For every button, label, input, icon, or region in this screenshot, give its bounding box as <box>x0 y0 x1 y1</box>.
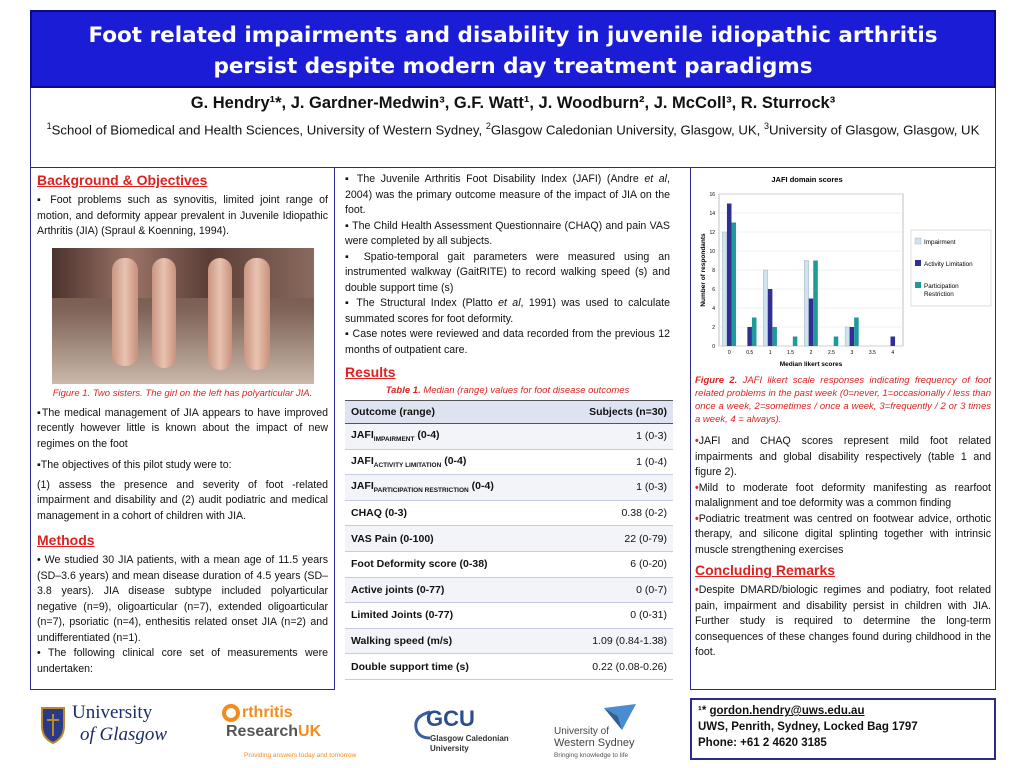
chart-title: JAFI domain scores <box>771 175 843 184</box>
bar <box>850 327 855 346</box>
figure-2-caption <box>695 374 991 426</box>
conclusions-heading: Concluding Remarks <box>695 562 836 578</box>
table-cell-value: 0 (0-7) <box>553 577 674 603</box>
photo-leg <box>112 258 138 366</box>
bar <box>747 327 752 346</box>
y-tick-label: 14 <box>709 211 715 217</box>
outcome-name: JAFI <box>351 454 374 467</box>
methods-bullet-casenotes: ▪ Case notes were reviewed and data recorded from the previous 12 months of outpatient care. <box>345 328 671 356</box>
outcome-range: (0-4) <box>414 429 440 442</box>
methods-bullet-jafi: ▪ The Juvenile Arthritis Foot Disability Index (JAFI) (Andre et al, 2004) was the primary outcome measure of the impact of JIA on the foot. <box>345 173 670 216</box>
table-header-outcome: Outcome (range) <box>345 401 553 424</box>
background-bullet-2: ▪The medical management of JIA appears to have improved recently however little is known about the impact of new regimes on the foot <box>37 406 328 450</box>
table-cell-outcome <box>345 577 553 603</box>
ar-logo-tagline: Providing answers today and tomorrow <box>244 752 357 759</box>
x-tick-label: 0.5 <box>746 350 754 356</box>
legend-swatch <box>915 260 921 266</box>
table-row <box>345 577 673 603</box>
table-row <box>345 449 673 475</box>
bar <box>752 318 757 347</box>
bar <box>891 337 896 347</box>
x-tick-label: 3 <box>850 350 854 356</box>
outcome-name: VAS Pain (0-100) <box>351 532 434 545</box>
table-row <box>345 500 673 526</box>
background-bullet-1: ▪ Foot problems such as synovitis, limited joint range of motion, and deformity appear prevalent in Juvenile Idiopathic Arthritis (JIA) (Spraul & Koenning, 1994). <box>37 194 329 237</box>
methods-bullet-gait-text: Spatio-temporal gait parameters were measured using an instrumented walkway (GaitRITE) to record walking speed (s) and double support time (s) <box>345 250 670 294</box>
bar <box>804 261 809 347</box>
outcome-name: JAFI <box>351 480 374 493</box>
table-header-row <box>345 401 673 424</box>
outcome-name: Double support time (s) <box>351 660 469 673</box>
table-row <box>345 526 673 552</box>
methods-bullet-gait: ▪ Spatio-temporal gait parameters were measured using an instrumented walkway (GaitRITE) to record walking speed (s) and double support time (s) <box>345 250 670 294</box>
gcu-logo-text-2: University <box>430 744 469 753</box>
table-cell-value: 0.22 (0.08-0.26) <box>553 654 674 680</box>
table-row <box>345 424 673 450</box>
methods-heading: Methods <box>37 532 95 548</box>
bar <box>727 204 732 347</box>
finding-2 <box>695 481 991 512</box>
table-row <box>345 654 673 680</box>
table-cell-value: 0.38 (0-2) <box>553 500 674 526</box>
x-tick-label: 1 <box>768 350 772 356</box>
outcome-subscript: ACTIVITY LIMITATION <box>373 461 442 469</box>
legend-swatch <box>915 282 921 288</box>
outcome-name: JAFI <box>351 429 374 442</box>
y-tick-label: 12 <box>709 230 715 236</box>
methods-bullet-structural-text-2: , 1991) was used to calculate summated scores for foot deformity. <box>345 297 670 325</box>
author-list: G. Hendry¹*, J. Gardner-Medwin³, G.F. Watt¹, J. Woodburn², J. McColl³, R. Sturrock³ <box>190 94 836 112</box>
table-1-label: Table 1. <box>385 385 421 396</box>
x-tick-label: 0 <box>727 350 731 356</box>
table-cell-value: 6 (0-20) <box>553 551 674 577</box>
table-cell-outcome <box>345 551 553 577</box>
ar-logo-text-2 <box>226 723 321 741</box>
bar <box>809 299 814 347</box>
bar <box>834 337 839 347</box>
background-bullet-3-text: The objectives of this pilot study were to: <box>40 459 232 471</box>
y-tick-label: 4 <box>712 306 715 312</box>
contact-email-line <box>698 703 988 719</box>
x-tick-label: 2.5 <box>827 350 835 356</box>
table-row <box>345 628 673 654</box>
outcome-name: Walking speed (m/s) <box>351 635 453 648</box>
methods-bullet-chaq-text: The Child Health Assessment Questionnaire (CHAQ) and pain VAS were completed by all subjects. <box>345 219 670 247</box>
finding-3-bullet: • <box>695 512 699 525</box>
outcome-name: Limited Joints (0-77) <box>351 609 454 622</box>
figure-2-caption-text: JAFI likert scale responses indicating frequency of foot related problems in the past week (0=never, 1=occasionally / less than once a week, 2=sometimes / once a week, 3=frequently / 2 or 3 times a week, 4 = always). <box>695 375 991 425</box>
table-row <box>345 475 673 501</box>
results-heading: Results <box>345 364 396 380</box>
glasgow-logo-text-1: University <box>72 702 153 723</box>
background-bullet-1-text: Foot problems such as synovitis, limited joint range of motion, and deformity appear prevalent in Juvenile Idiopathic Arthritis (JIA) (Spraul & Koenning, 1994). <box>37 194 329 237</box>
arthritis-research-a-icon <box>222 704 240 722</box>
figure-1-caption: Figure 1. Two sisters. The girl on the left has polyarticular JIA. <box>52 387 313 399</box>
outcome-subscript: PARTICIPATION RESTRICTION <box>373 487 469 495</box>
affiliation-3-marker: 3 <box>764 121 770 131</box>
contact-box <box>690 698 996 760</box>
methods-bullet-jafi-etal: et al <box>644 173 668 185</box>
finding-1-text: JAFI and CHAQ scores represent mild foot related impairments and global disability respectively (table 1 and figure 2). <box>695 435 991 478</box>
ar-logo-uk: UK <box>298 723 322 740</box>
finding-3 <box>695 512 991 559</box>
bar <box>813 261 818 347</box>
affiliation-1-marker: 1 <box>46 121 52 131</box>
contact-marker: ¹* <box>698 705 710 717</box>
y-tick-label: 8 <box>712 268 715 274</box>
methods-bullet-casenotes-text: Case notes were reviewed and data recorded from the previous 12 months of outpatient care. <box>345 328 671 356</box>
bar <box>731 223 736 347</box>
methods-bullet-jafi-text-2: , 2004) was the primary outcome measure of the impact of JIA on the foot. <box>345 173 670 216</box>
photo-leg <box>208 258 232 370</box>
conclusions-text-body: Despite DMARD/biologic regimes and podiatry, foot related pain, impairment and disability persist in children with JIA. Further study is required to determine the long-term consequences of these changes found during childhood in the foot. <box>695 584 991 658</box>
poster-title <box>30 10 996 88</box>
table-cell-outcome <box>345 500 553 526</box>
bar <box>763 270 768 346</box>
legend-label: Impairment <box>924 239 956 246</box>
outcome-name: Active joints (0-77) <box>351 583 445 596</box>
outcome-range: (0-4) <box>468 480 494 493</box>
bar <box>768 289 773 346</box>
title-line-1: Foot related impairments and disability in juvenile idiopathic arthritis <box>88 23 938 48</box>
objectives-text: (1) assess the presence and severity of foot -related impairment and disability and (2) audit podiatric and medical management in a cohort of children with JIA. <box>37 478 328 522</box>
authors-block <box>30 88 996 168</box>
methods-bullet-chaq: ▪ The Child Health Assessment Questionnaire (CHAQ) and pain VAS were completed by all subjects. <box>345 219 670 247</box>
photo-leg <box>244 258 270 370</box>
finding-1-bullet: • <box>695 435 699 447</box>
y-axis-label: Number of respondants <box>700 233 707 307</box>
outcome-range: (0-4) <box>441 454 467 467</box>
methods-bullet-structural-etal: et al <box>498 297 521 309</box>
table-cell-value: 1 (0-3) <box>553 475 674 501</box>
photo-background <box>52 248 314 298</box>
column-methods-results <box>341 168 674 690</box>
gcu-logo-text: GCU <box>426 706 475 731</box>
table-row <box>345 603 673 629</box>
table-cell-outcome <box>345 628 553 654</box>
table-cell-outcome <box>345 603 553 629</box>
legend-label: Participation <box>924 283 959 290</box>
figure-2-label: Figure 2. <box>695 375 738 386</box>
outcome-name: Foot Deformity score (0-38) <box>351 558 488 571</box>
x-tick-label: 2 <box>809 350 813 356</box>
bar <box>793 337 798 347</box>
affiliation-3: University of Glasgow, Glasgow, UK <box>769 122 980 138</box>
uws-logo-text-1: University of <box>554 726 610 737</box>
contact-email[interactable]: gordon.hendry@uws.edu.au <box>709 705 865 717</box>
jafi-bar-chart <box>695 168 993 372</box>
gcu-logo-text-1: Glasgow Caledonian <box>430 734 509 743</box>
bar <box>772 327 777 346</box>
ar-logo-text-1: rthritis <box>242 704 293 721</box>
column-figure-conclusions <box>690 168 996 690</box>
glasgow-crest-icon <box>40 706 66 744</box>
figure-2-chart <box>695 168 993 372</box>
x-tick-label: 3.5 <box>868 350 876 356</box>
photo-leg <box>152 258 176 368</box>
finding-3-text: Podiatric treatment was centred on footwear advice, orthotic therapy, and silicone digital splinting together with intrinsic muscle strengthening exercises <box>695 512 991 556</box>
y-tick-label: 10 <box>709 249 715 255</box>
table-cell-value: 0 (0-31) <box>553 603 674 629</box>
finding-2-text: Mild to moderate foot deformity manifesting as rearfoot malalignment and toe deformity was a common finding <box>695 481 991 509</box>
background-bullet-3: ▪The objectives of this pilot study were to: <box>37 459 232 471</box>
outcome-subscript: IMPAIRMENT <box>373 436 415 444</box>
x-tick-label: 4 <box>891 350 895 356</box>
legend-label: Restriction <box>924 291 954 298</box>
finding-2-bullet: • <box>695 481 699 494</box>
table-1-caption <box>345 385 670 396</box>
y-tick-label: 0 <box>712 344 715 350</box>
table-header-subjects: Subjects (n=30) <box>553 401 674 424</box>
background-heading: Background & Objectives <box>37 172 208 188</box>
table-cell-outcome <box>345 526 553 552</box>
contact-address: UWS, Penrith, Sydney, Locked Bag 1797 <box>698 721 918 733</box>
legend-label: Activity Limitation <box>924 261 973 268</box>
methods-bullet-structural-text: The Structural Index (Platto <box>356 297 499 309</box>
y-tick-label: 2 <box>712 325 715 331</box>
bar <box>854 318 859 347</box>
title-line-2: persist despite modern day treatment paradigms <box>213 54 813 79</box>
affiliations <box>31 117 995 139</box>
methods-paragraph-1: • We studied 30 JIA patients, with a mean age of 11.5 years (SD–3.6 years) and mean disease duration of 4.5 years (SD–3.8 years). JIA disease subtype included polyarticular negative (n=9), oligoarticular (n=7), extended oligoarticular (n=7), psoriatic (n=4), enthesitis related onset JIA (n=2) and undifferentiated (n=1). <box>37 554 328 644</box>
ar-logo-research: Research <box>226 723 299 740</box>
background-bullet-2-text: The medical management of JIA appears to have improved recently however little is known about the impact of new regimes on the foot <box>37 406 328 450</box>
figure-1-photo <box>52 248 314 384</box>
conclusions-bullet: • <box>695 584 699 596</box>
y-tick-label: 6 <box>712 287 715 293</box>
x-axis-label: Median likert scores <box>779 361 843 368</box>
table-cell-value: 22 (0-79) <box>553 526 674 552</box>
legend-swatch <box>915 238 921 244</box>
table-cell-value: 1 (0-3) <box>553 424 674 450</box>
x-tick-label: 1.5 <box>787 350 795 356</box>
finding-1 <box>695 434 991 481</box>
glasgow-logo-text-2: of Glasgow <box>80 724 168 745</box>
table-row <box>345 551 673 577</box>
affiliation-2-marker: 2 <box>485 121 491 131</box>
table-cell-outcome <box>345 475 553 501</box>
methods-bullet-jafi-text: The Juvenile Arthritis Foot Disability Index (JAFI) (Andre <box>356 173 645 185</box>
table-cell-value: 1.09 (0.84-1.38) <box>553 628 674 654</box>
methods-paragraph-2: • The following clinical core set of measurements were undertaken: <box>37 647 328 675</box>
affiliation-2: Glasgow Caledonian University, Glasgow, UK, <box>490 122 764 138</box>
y-tick-label: 16 <box>709 192 715 198</box>
contact-phone: Phone: +61 2 4620 3185 <box>698 737 827 749</box>
uws-logo-text-2: Western Sydney <box>554 737 635 749</box>
column-background-methods <box>30 168 335 690</box>
bar <box>845 327 850 346</box>
methods-bullet-structural: ▪ The Structural Index (Platto et al, 1991) was used to calculate summated scores for foot deformity. <box>345 297 670 325</box>
conclusions-text <box>695 583 991 661</box>
table-1-caption-text: Median (range) values for foot disease outcomes <box>420 385 630 396</box>
results-table <box>345 400 673 680</box>
table-cell-outcome <box>345 424 553 450</box>
bar <box>722 232 727 346</box>
table-cell-outcome <box>345 449 553 475</box>
affiliation-1: School of Biomedical and Health Sciences, University of Western Sydney, <box>51 122 486 138</box>
table-cell-outcome <box>345 654 553 680</box>
uws-logo-tagline: Bringing knowledge to life <box>554 752 629 759</box>
table-cell-value: 1 (0-4) <box>553 449 674 475</box>
outcome-name: CHAQ (0-3) <box>351 507 408 520</box>
